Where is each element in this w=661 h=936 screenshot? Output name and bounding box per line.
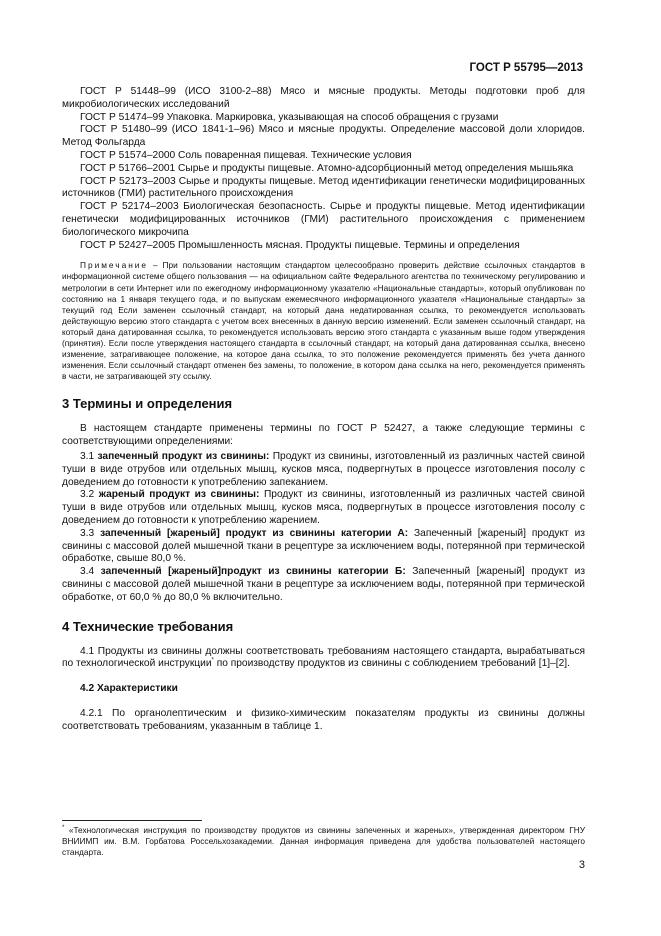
term-name: жареный продукт из свинины: [98, 489, 260, 501]
term-name: запеченный [жареный]продукт из свинины категории Б: [100, 566, 406, 578]
reference-item: ГОСТ Р 52174–2003 Биологическая безопасность. Сырье и продукты пищевые. Метод идентификации генетически модифицированных источников (ГМИ) растительного происхождения с применением биологического микрочипа [62, 201, 585, 238]
footnote [62, 825, 585, 858]
term-definition [62, 566, 585, 604]
clause-4-2-1: 4.2.1 По органолептическим и физико-химическим показателям продукты из свинины должны соответствовать требованиям, указанным в таблице 1. [62, 707, 585, 732]
reference-item: ГОСТ Р 52427–2005 Промышленность мясная. Продукты пищевые. Термины и определения [80, 239, 520, 251]
term-definition [62, 489, 585, 527]
reference-item: ГОСТ Р 51480–99 (ИСО 1841-1–96) Мясо и мясные продукты. Определение массовой доли хлоридов. Метод Фольгарда [62, 124, 585, 149]
footnote-reference: * [211, 657, 214, 664]
page-number: 3 [578, 859, 585, 871]
section-3-title: 3 Термины и определения [62, 396, 233, 412]
reference-item: ГОСТ Р 51574–2000 Соль поваренная пищевая. Технические условия [80, 149, 412, 161]
term-number: 3.1 [80, 450, 95, 462]
document-body [62, 86, 585, 734]
note-text: – При пользовании настоящим стандартом целесообразно проверить действие ссылочных стандартов в информационной системе общего пользования — на официальном сайте Федерального агентства по техническому регулированию и метрологии в сети Интернет или по ежегодному информационному указателю «Национальные стандарты», который опубликован по состоянию на 1 января текущего года, и по выпускам ежемесячного информационного указателя «Национальные стандарты» за текущий год Если заменен ссылочный стандарт, на который дана недатированная ссылка, то рекомендуется использовать действующую версию этого стандарта с учетом всех внесенных в данную версию изменений. Если заменен ссылочный стандарт, на который дана датированная ссылка, то рекомендуется использовать версию этого стандарта с указанным выше годом утверждения (принятия). Если после утверждения настоящего стандарта в ссылочный стандарт, на который дана датированная ссылка, внесено изменение, затрагивающее положение, на которое дана ссылка, то это положение рекомендуется применять без учета данного изменения. Если ссылочный стандарт отменен без замены, то положение, в котором дана ссылка на него, рекомендуется применять в части, не затрагивающей эту ссылку. [62, 260, 585, 382]
term-text: Запеченный [жареный] продукт из свинины с массовой долей мышечной ткани в рецептуре за исключением воды, потерянной при термической обработке, свыше 80,0 %. [62, 527, 585, 565]
reference-item: ГОСТ Р 51766–2001 Сырье и продукты пищевые. Атомно-адсорбционный метод определения мышьяка [80, 162, 574, 174]
term-name: запеченный продукт из свинины: [97, 450, 270, 462]
subsection-4-2-title: 4.2 Характеристики [80, 683, 178, 695]
clause-4-1 [62, 646, 585, 672]
clause-4-1-text-end: по производству продуктов из свинины с соблюдением требований [1]–[2]. [213, 658, 570, 670]
section-4-title: 4 Технические требования [62, 618, 234, 634]
term-number: 3.3 [80, 527, 95, 539]
term-text: Запеченный [жареный] продукт из свинины с массовой долей мышечной ткани в рецептуре за исключением воды, потерянной при термической обработке, от 60,0 % до 80,0 % включительно. [62, 566, 585, 603]
term-definition [62, 451, 585, 489]
term-number: 3.4 [80, 566, 95, 578]
term-text: Продукт из свинины, изготовленный из различных частей свиной туши в виде отрубов или отдельных мышц, кусков мяса, подвергнутых в процессе изготовления посолу с доведением до готовности к употреблению запеканием. [62, 450, 585, 488]
footnote-text: «Технологическая инструкция по производству продуктов из свинины запеченных и жареных», утвержденная директором ГНУ ВНИИМП им. В.М. Горбатова Россельхозакадемии. Данная информация приведена для удобства пользователей настоящего стандарта. [62, 825, 585, 858]
note-label: Примечание [80, 260, 149, 271]
term-text: Продукт из свинины, изготовленный из различных частей свиной туши в виде отрубов или отдельных мышц, кусков мяса, подвергнутых в процессе изготовления посолу с доведением до готовности к употреблению жарением. [62, 489, 585, 526]
clause-4-1-text: 4.1 Продукты из свинины должны соответствовать требованиям настоящего стандарта, вырабатываться по технологической инструкции [62, 645, 585, 670]
reference-item: ГОСТ Р 51448–99 (ИСО 3100-2–88) Мясо и мясные продукты. Методы подготовки проб для микробиологических исследований [62, 86, 585, 110]
section-3-intro: В настоящем стандарте применены термины по ГОСТ Р 52427, а также следующие термины с соответствующими определениями: [62, 423, 585, 448]
document-code: ГОСТ Р 55795—2013 [469, 62, 583, 74]
term-name: запеченный [жареный] продукт из свинины категории А: [100, 527, 409, 539]
term-number: 3.2 [80, 489, 95, 501]
reference-item: ГОСТ Р 51474–99 Упаковка. Маркировка, указывающая на способ обращения с грузами [80, 111, 499, 123]
term-definition [62, 528, 585, 566]
footnote-divider [62, 820, 202, 821]
note-paragraph [62, 260, 585, 382]
reference-item: ГОСТ Р 52173–2003 Сырье и продукты пищевые. Метод идентификации генетически модифицированных источников (ГМИ) растительного происхождения [62, 175, 585, 200]
footnote-mark: * [62, 825, 65, 832]
